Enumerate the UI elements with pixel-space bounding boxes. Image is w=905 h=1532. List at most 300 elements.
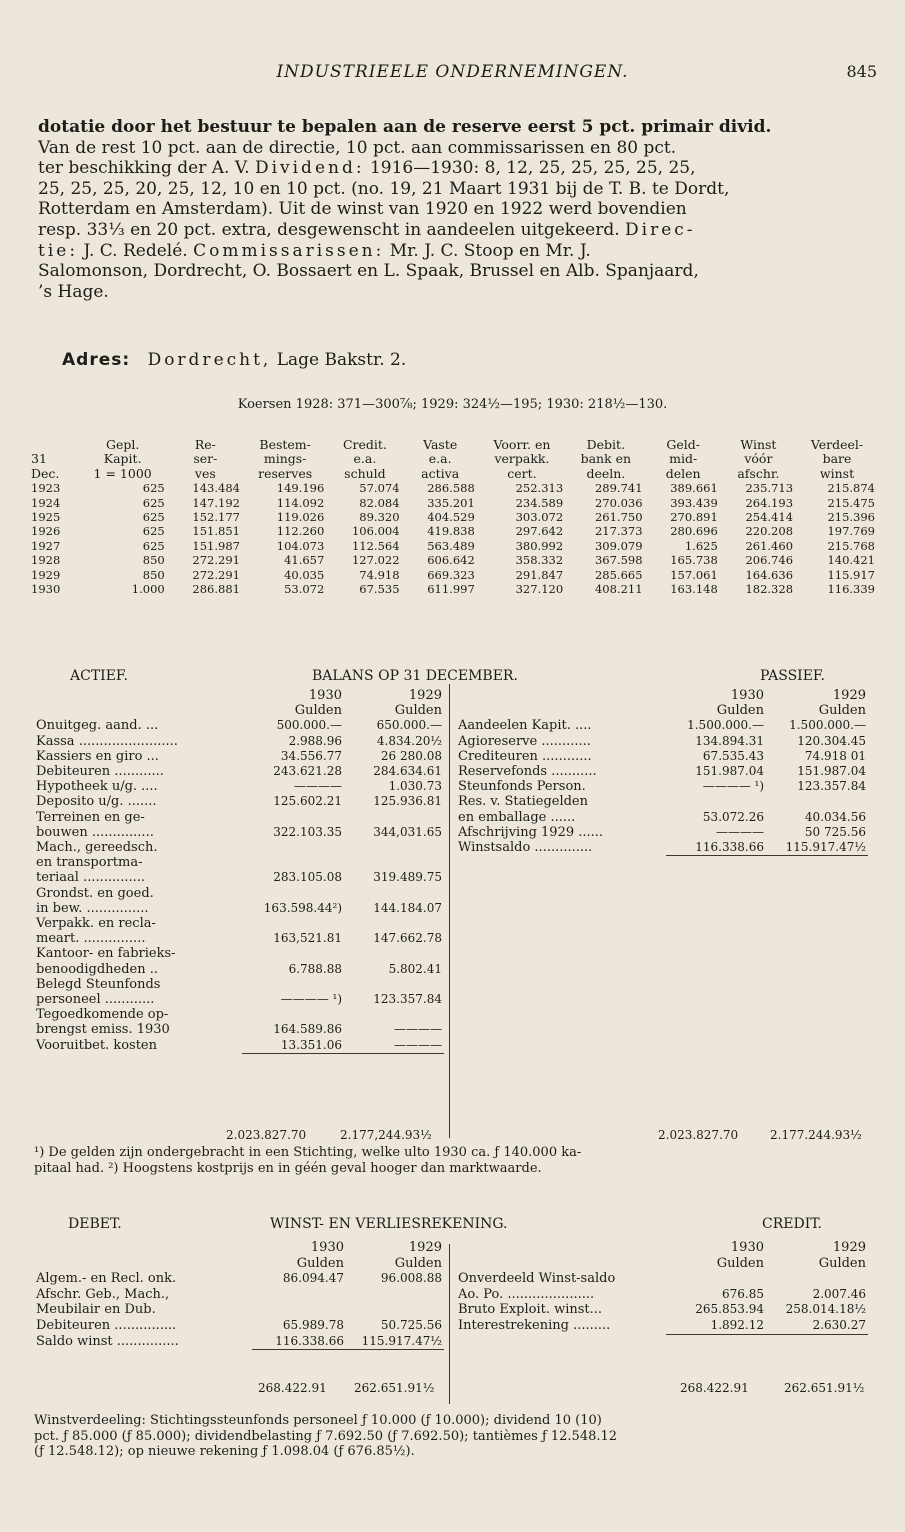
year-cell: 1923: [31, 481, 61, 496]
column-header: ser-: [193, 451, 218, 467]
account-row: [34, 1007, 444, 1022]
amount-1929: 1.030.73: [388, 779, 442, 794]
account-label: Bruto Exploit. winst...: [458, 1302, 603, 1318]
unit-header: Gulden: [394, 1255, 442, 1271]
account-label: Aandeelen Kapit. ....: [458, 718, 592, 734]
account-label: Kantoor- en fabrieks-: [36, 946, 176, 962]
amount-1929: [344, 810, 444, 825]
value-cell: 309.079: [594, 538, 643, 553]
amount-1929: [766, 1271, 868, 1287]
column-header: Bestem-: [259, 437, 311, 452]
intro-line: 25, 25, 25, 20, 25, 12, 10 en 10 pct. (no. 19, 21 Maart 1931 bij de T. B. te Dordt,: [38, 178, 730, 199]
account-label: Saldo winst ...............: [36, 1333, 179, 1349]
column-header: deeln.: [586, 465, 626, 481]
value-cell: 261.750: [594, 510, 643, 525]
value-cell: 163.148: [670, 582, 718, 597]
value-cell: 115.917: [827, 567, 875, 582]
year-header: 1929: [408, 1240, 442, 1255]
account-row: [456, 794, 868, 809]
amount-1929: 115.917.47½: [766, 840, 868, 856]
account-label: Onuitgeg. aand. ...: [36, 718, 159, 734]
amount-1929: 50.725.56: [380, 1317, 442, 1332]
value-cell: 220.208: [745, 524, 794, 539]
section-title: INDUSTRIEELE ONDERNEMINGEN.: [276, 62, 629, 82]
amount-1930: 67.535.43: [702, 748, 764, 763]
account-label: Kassa ........................: [36, 733, 178, 749]
amount-1930: 53.072.26: [702, 809, 764, 824]
pl-title: WINST- EN VERLIESREKENING.: [270, 1216, 508, 1232]
intro-line: Salomonson, Dordrecht, O. Bossaert en L. Spaak, Brussel en Alb. Spanjaard,: [38, 261, 699, 282]
amount-1929: [344, 840, 444, 855]
amount-1929: 2.007.46: [812, 1286, 866, 1301]
account-label: Reservefonds ...........: [458, 764, 597, 780]
intro-line: ’s Hage.: [38, 281, 109, 302]
amount-1929: 2.630.27: [766, 1318, 868, 1334]
column-header: Voorr. en: [493, 437, 551, 452]
value-cell: 206.746: [745, 553, 794, 568]
year-header: 1930: [310, 1240, 344, 1255]
amount-1930: 1.500.000.—: [687, 718, 764, 733]
value-cell: 149.196: [276, 481, 325, 496]
account-row: [34, 734, 444, 749]
value-cell: 270.891: [670, 510, 718, 525]
account-label: personeel ............: [36, 992, 155, 1008]
amount-1929: 120.304.45: [797, 733, 866, 748]
year-header: 1929: [408, 688, 442, 703]
address-city: Dordrecht,: [147, 350, 272, 370]
table-row: [28, 539, 878, 553]
column-header: Winst: [740, 437, 777, 452]
table-row: [28, 510, 878, 524]
amount-1930: 283.105.08: [273, 870, 342, 885]
unit-header: Gulden: [394, 703, 442, 719]
amount-1930: 163,521.81: [273, 931, 342, 946]
running-header: [0, 62, 905, 88]
distribution-line: (ƒ 12.548.12); op nieuwe rekening ƒ 1.098.04 (ƒ 676.85½).: [34, 1444, 415, 1459]
account-row: [456, 840, 868, 856]
intro-line: dotatie door het bestuur te bepalen aan de reserve eerst 5 pct. primair divid.: [38, 117, 772, 137]
account-label: Steunfonds Person.: [458, 779, 586, 795]
amount-1929: 74.918 01: [804, 748, 866, 763]
account-label: Kassiers en giro ...: [36, 748, 159, 764]
header-row: [28, 452, 878, 466]
account-row: [34, 992, 444, 1007]
value-cell: 289.741: [594, 481, 643, 496]
year-cell: 1924: [31, 495, 61, 510]
amount-1930: 1.892.12: [666, 1318, 766, 1334]
value-cell: 89.320: [359, 510, 400, 525]
value-cell: 389.661: [670, 481, 718, 496]
year-header: 1929: [832, 1240, 866, 1255]
value-cell: 82.084: [359, 495, 400, 510]
intro-text: Mr. J. C. Stoop en Mr. J.: [384, 240, 591, 261]
column-header: vóór: [744, 451, 773, 467]
activa-total-1930: 2.023.827.70: [226, 1128, 307, 1142]
balance-activa: [34, 688, 444, 1054]
amount-1930: [252, 1302, 346, 1318]
amount-1929: 319.489.75: [373, 870, 442, 885]
value-cell: 408.211: [594, 582, 643, 597]
value-cell: 40.035: [284, 567, 325, 582]
account-label: Afschr. Geb., Mach.,: [36, 1286, 170, 1302]
pl-heading: [0, 1216, 905, 1234]
balance-passiva: [456, 688, 868, 856]
amount-1930: 500.000.—: [276, 718, 342, 733]
account-row: [34, 749, 444, 764]
amount-1929: [344, 977, 444, 992]
account-label: meart. ...............: [36, 931, 146, 947]
column-header: Dec.: [31, 465, 60, 481]
value-cell: 606.642: [427, 553, 475, 568]
value-cell: 215.874: [827, 481, 875, 496]
amount-1929: [766, 794, 868, 809]
credit-label: CREDIT.: [762, 1216, 822, 1232]
value-cell: 303.072: [515, 510, 564, 525]
value-cell: 143.484: [192, 481, 240, 496]
intro-text: 1916—1930: 8, 12, 25, 25, 25, 25, 25,: [364, 158, 696, 179]
column-header: mings-: [263, 451, 307, 467]
page-number: 845: [846, 62, 877, 81]
column-header: Verdeel-: [810, 437, 864, 452]
amount-1930: 116.338.66: [252, 1334, 346, 1350]
account-label: Afschrijving 1929 ......: [458, 824, 604, 840]
amount-1929: [344, 916, 444, 931]
intro-line: [38, 220, 872, 241]
unit-header: Gulden: [716, 1255, 764, 1271]
value-cell: 67.535: [359, 582, 400, 597]
value-cell: 272.291: [192, 553, 240, 568]
footnote-line: ¹) De gelden zijn ondergebracht in een Stichting, welke ulto 1930 ca. ƒ 140.000 ka-: [34, 1145, 582, 1160]
intro-line: Van de rest 10 pct. aan de directie, 10 pct. aan commissarissen en 80 pct.: [38, 137, 677, 158]
address-street: Lage Bakstr. 2.: [276, 350, 407, 370]
account-label: Debiteuren ...............: [36, 1317, 177, 1333]
year-header: 1930: [308, 688, 342, 703]
value-cell: 112.564: [351, 538, 400, 553]
account-row: [34, 810, 444, 825]
amount-1929: 123.357.84: [797, 779, 866, 794]
table-row: [28, 496, 878, 510]
value-cell: 327.120: [515, 582, 564, 597]
value-cell: 291.847: [515, 567, 564, 582]
value-cell: 53.072: [284, 582, 325, 597]
account-row: [34, 1271, 444, 1287]
amount-1929: [346, 1287, 444, 1303]
statistics-table: [28, 438, 878, 596]
column-header: Re-: [194, 437, 216, 452]
amount-1929: 1.500.000.—: [789, 718, 866, 733]
profit-distribution: [34, 1413, 868, 1460]
amount-1930: 151.987.04: [695, 764, 764, 779]
year-header: 1930: [730, 1240, 764, 1255]
amount-1930: [242, 810, 344, 825]
account-label: Tegoedkomende op-: [36, 1007, 169, 1023]
intro-text: resp. 33⅓ en 20 pct. extra, desgewenscht in aandeelen uitgekeerd.: [38, 219, 626, 240]
value-cell: 419.838: [427, 524, 475, 539]
passiva-total-1929: 2.177.244.93½: [770, 1128, 862, 1142]
value-cell: 215.768: [827, 538, 875, 553]
amount-1930: 134.894.31: [695, 733, 764, 748]
column-header: Debit.: [586, 437, 626, 452]
directie-label-cont: tie:: [38, 240, 79, 261]
account-row: [456, 718, 868, 733]
amount-1930: [242, 840, 344, 855]
credit-total-1929: 262.651.91½: [784, 1381, 865, 1395]
value-cell: 270.036: [594, 495, 643, 510]
account-label: Agioreserve ............: [458, 733, 591, 749]
account-row: [456, 1318, 868, 1334]
value-cell: 41.657: [284, 553, 325, 568]
address-line: [62, 350, 406, 370]
intro-line: [38, 158, 872, 179]
amount-1929: 40.034.56: [804, 809, 866, 824]
amount-1930: 6.788.88: [288, 961, 342, 976]
table-row: [28, 481, 878, 495]
value-cell: 625: [142, 510, 165, 525]
account-row: [34, 1318, 444, 1334]
account-label: en transportma-: [36, 855, 143, 871]
value-cell: 104.073: [276, 538, 325, 553]
header-row: [28, 467, 878, 481]
amount-1929: [344, 886, 444, 901]
amount-1930: 322.103.35: [273, 824, 342, 839]
account-row: [34, 1038, 444, 1054]
amount-1930: 86.094.47: [282, 1271, 344, 1286]
account-label: Verpakk. en recla-: [36, 916, 156, 932]
distribution-line: Winstverdeeling: Stichtingssteunfonds personeel ƒ 10.000 (ƒ 10.000); dividend 10 (10): [34, 1413, 602, 1428]
year-cell: 1928: [31, 553, 61, 568]
amount-1930: ————: [294, 779, 342, 794]
passiva-label: PASSIEF.: [760, 668, 825, 684]
value-cell: 152.177: [192, 510, 240, 525]
amount-1929: 5.802.41: [388, 961, 442, 976]
distribution-line: pct. ƒ 85.000 (ƒ 85.000); dividendbelasting ƒ 7.692.50 (ƒ 7.692.50); tantièmes ƒ 12.548.12: [34, 1428, 618, 1444]
value-cell: 286.588: [427, 481, 475, 496]
amount-1930: ———— ¹): [280, 992, 342, 1007]
account-label: Onverdeeld Winst-saldo: [458, 1271, 616, 1287]
account-row: [34, 962, 444, 977]
amount-1930: [242, 916, 344, 931]
debet-total-1929: 262.651.91½: [354, 1381, 435, 1395]
activa-total-1929: 2.177,244.93½: [340, 1128, 432, 1142]
value-cell: 286.881: [192, 582, 240, 597]
column-header: reserves: [258, 465, 313, 481]
intro-text: J. C. Redelé.: [78, 240, 194, 261]
account-row: [456, 749, 868, 764]
column-divider: [449, 684, 450, 1138]
column-header: schuld: [344, 465, 386, 481]
amount-1929: 123.357.84: [373, 992, 442, 1007]
intro-text: ter beschikking der A. V.: [38, 158, 255, 179]
amount-1930: [252, 1287, 346, 1303]
unit-header: Gulden: [716, 703, 764, 719]
account-label: brengst emiss. 1930: [36, 1022, 170, 1038]
account-label: Algem.- en Recl. onk.: [36, 1271, 177, 1287]
account-label: in bew. ...............: [36, 900, 149, 916]
column-header: delen: [665, 465, 701, 481]
account-row: [456, 810, 868, 825]
amount-1930: [242, 886, 344, 901]
column-header: e.a.: [353, 451, 377, 467]
amount-1930: ————: [716, 824, 764, 839]
amount-1930: [666, 794, 766, 809]
value-cell: 850: [142, 553, 165, 568]
balance-heading: [0, 668, 905, 686]
account-label: Vooruitbet. kosten: [36, 1037, 157, 1053]
value-cell: 625: [142, 524, 165, 539]
column-header: bare: [822, 451, 852, 467]
amount-1929: [344, 946, 444, 961]
value-cell: 611.997: [427, 582, 475, 597]
value-cell: 850: [142, 567, 165, 582]
value-cell: 297.642: [515, 524, 564, 539]
year-cell: 1929: [31, 567, 61, 582]
amount-1929: 650.000.—: [376, 718, 442, 733]
address-label: Adres:: [62, 350, 131, 370]
value-cell: 393.439: [670, 495, 718, 510]
intro-line: Rotterdam en Amsterdam). Uit de winst van 1920 en 1922 werd bovendien: [38, 199, 687, 220]
amount-1930: 34.556.77: [280, 748, 342, 763]
value-cell: 57.074: [359, 481, 400, 496]
account-label: Meubilair en Dub.: [36, 1302, 156, 1318]
account-row: [34, 764, 444, 779]
column-header: cert.: [507, 465, 537, 481]
year-header: 1929: [832, 688, 866, 703]
amount-1929: ————: [394, 1022, 442, 1037]
value-cell: 625: [142, 538, 165, 553]
amount-1930: [666, 1271, 766, 1287]
amount-1930: 265.853.94: [695, 1302, 764, 1317]
passiva-total-1930: 2.023.827.70: [658, 1128, 739, 1142]
column-divider: [449, 1244, 450, 1404]
account-label: Interestrekening .........: [458, 1318, 611, 1334]
table-row: [28, 582, 878, 596]
account-label: Terreinen en ge-: [36, 809, 145, 825]
value-cell: 151.851: [192, 524, 240, 539]
account-label: Winstsaldo ..............: [458, 840, 593, 856]
amount-1930: 163.598.44²): [263, 900, 342, 915]
account-label: en emballage ......: [458, 809, 576, 825]
value-cell: 119.026: [276, 510, 325, 525]
year-cell: 1926: [31, 524, 61, 539]
value-cell: 140.421: [827, 553, 875, 568]
directie-label: Direc-: [625, 219, 696, 240]
value-cell: 563.489: [427, 538, 475, 553]
account-row: [34, 794, 444, 809]
intro-line: [38, 241, 872, 262]
value-cell: 215.396: [827, 510, 875, 525]
value-cell: 217.373: [594, 524, 643, 539]
amount-1929: 144.184.07: [373, 900, 442, 915]
value-cell: 114.092: [276, 495, 325, 510]
value-cell: 358.332: [515, 553, 564, 568]
account-row: [34, 1302, 444, 1318]
account-row: [456, 1302, 868, 1318]
value-cell: 116.339: [827, 582, 875, 597]
amount-1929: 115.917.47½: [346, 1334, 444, 1350]
amount-1929: 4.834.20½: [376, 733, 442, 748]
column-header: Geld-: [666, 437, 700, 452]
column-header: Vaste: [423, 437, 458, 452]
column-header: activa: [421, 465, 460, 481]
account-row: [34, 901, 444, 916]
value-cell: 252.313: [515, 481, 564, 496]
amount-1930: 2.988.96: [288, 733, 342, 748]
account-row: [34, 916, 444, 931]
value-cell: 1.625: [684, 538, 718, 553]
amount-1929: [344, 1007, 444, 1022]
account-row: [34, 946, 444, 961]
table-row: [28, 524, 878, 538]
value-cell: 261.460: [745, 538, 794, 553]
value-cell: 127.022: [351, 553, 400, 568]
column-header: afschr.: [737, 465, 780, 481]
amount-1930: 243.621.28: [273, 764, 342, 779]
activa-label: ACTIEF.: [70, 668, 128, 684]
amount-1929: 125.936.81: [373, 794, 442, 809]
account-label: Debiteuren ............: [36, 764, 164, 780]
value-cell: 254.414: [745, 510, 794, 525]
account-row: [34, 1287, 444, 1303]
dividend-label: Dividend:: [254, 158, 365, 179]
column-header: Gepl.: [105, 437, 140, 452]
value-cell: 112.260: [276, 524, 325, 539]
account-label: Belegd Steunfonds: [36, 976, 161, 992]
account-row: [34, 886, 444, 901]
value-cell: 625: [142, 495, 165, 510]
account-row: [34, 1022, 444, 1037]
value-cell: 157.061: [670, 567, 718, 582]
year-cell: 1927: [31, 538, 61, 553]
pl-credit: [456, 1240, 868, 1335]
amount-1929: [346, 1302, 444, 1318]
account-row: [456, 1271, 868, 1287]
pl-debet: [34, 1240, 444, 1350]
footnote-line: pitaal had. ²) Hoogstens kostprijs en in géén geval hooger dan marktwaarde.: [34, 1160, 542, 1176]
account-row: [34, 1334, 444, 1350]
unit-header: Gulden: [818, 703, 866, 719]
value-cell: 335.201: [427, 495, 475, 510]
account-label: Hypotheek u/g. ....: [36, 779, 158, 795]
account-label: Res. v. Statiegelden: [458, 794, 588, 810]
year-header: 1930: [730, 688, 764, 703]
account-row: [456, 1287, 868, 1303]
column-header: e.a.: [428, 451, 452, 467]
amount-1930: 164.589.86: [273, 1022, 342, 1037]
account-row: [456, 825, 868, 840]
amount-1929: 284.634.61: [373, 764, 442, 779]
intro-paragraph: [38, 117, 872, 302]
value-cell: 215.475: [827, 495, 875, 510]
column-header: mid-: [669, 451, 698, 467]
account-label: Deposito u/g. .......: [36, 794, 157, 810]
balance-title: BALANS OP 31 DECEMBER.: [312, 668, 518, 684]
account-label: teriaal ...............: [36, 870, 146, 886]
column-header: ves: [194, 465, 216, 481]
value-cell: 165.738: [670, 553, 718, 568]
debet-label: DEBET.: [68, 1216, 122, 1232]
account-row: [34, 977, 444, 992]
account-row: [34, 870, 444, 885]
account-row: [34, 718, 444, 733]
amount-1929: 96.008.88: [380, 1271, 442, 1286]
value-cell: 404.529: [427, 510, 475, 525]
value-cell: 74.918: [359, 567, 400, 582]
debet-total-1930: 268.422.91: [258, 1381, 327, 1395]
account-label: Crediteuren ............: [458, 748, 592, 764]
value-cell: 182.328: [745, 582, 794, 597]
account-row: [456, 734, 868, 749]
value-cell: 197.769: [827, 524, 875, 539]
